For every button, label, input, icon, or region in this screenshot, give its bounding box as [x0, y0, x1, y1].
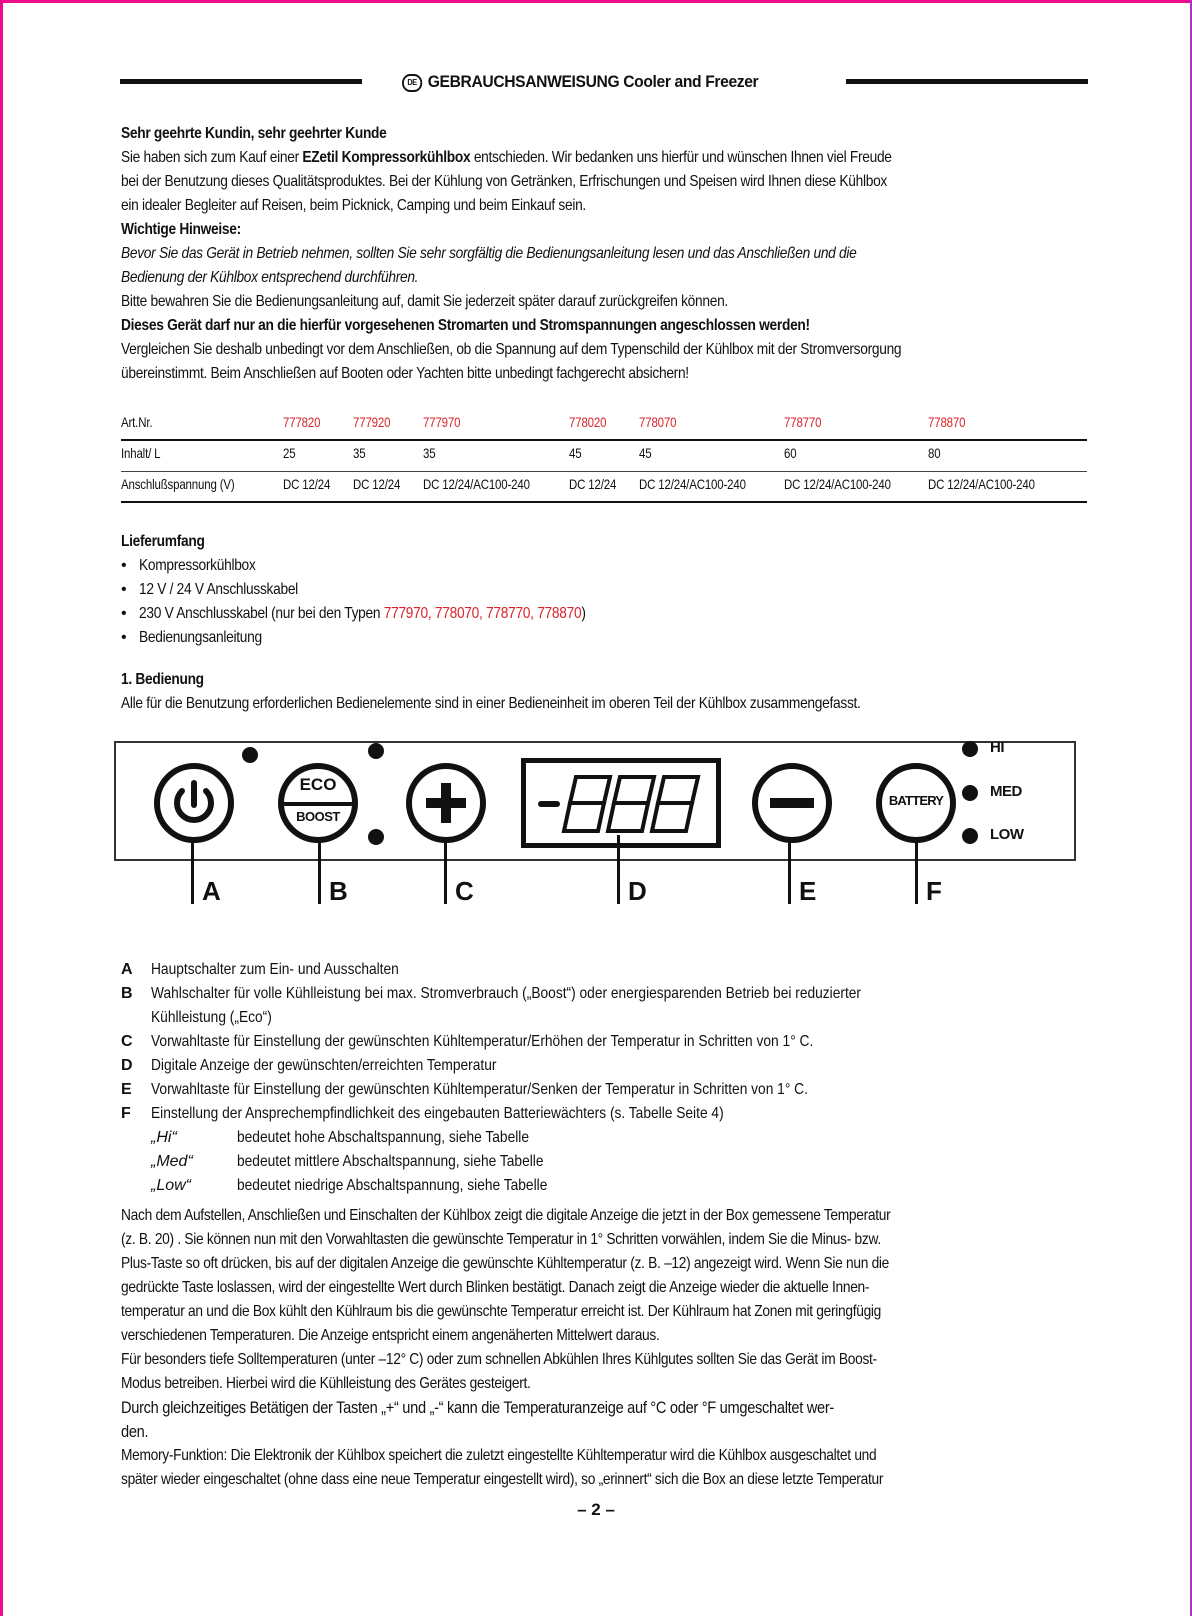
unit-switch-line-1: Durch gleichzeitiges Betätigen der Tasten „+“ und „-“ kann die Temperaturanzeige auf °C oder °F umgeschaltet wer- [121, 1398, 834, 1417]
legend-item: F Einstellung der Ansprechempfindlichkeit des eingebauten Batteriewächters (s. Tabelle Seite 4) [121, 1105, 724, 1122]
control-panel-diagram [114, 741, 1076, 861]
battery-hi-led [962, 741, 978, 757]
callout-leader-e [788, 838, 791, 904]
legend-level-med: „Med“ bedeutet mittlere Abschaltspannung, siehe Tabelle [151, 1153, 544, 1170]
body-line: (z. B. 20) . Sie können nun mit den Vorwahltasten die gewünschte Temperatur in 1° Schritten vorwählen, indem Sie die Minus- bzw. [121, 1231, 881, 1248]
eco-boost-button: ECO BOOST [278, 763, 358, 843]
legend-item: A Hauptschalter zum Ein- und Ausschalten [121, 961, 399, 978]
unit-switch-line-2: den. [121, 1422, 149, 1441]
body-line: Für besonders tiefe Solltemperaturen (unter –12° C) oder zum schnellen Abkühlen Ihres Kühlgutes sollten Sie das Gerät im Boost- [121, 1351, 877, 1368]
callout-leader-f [915, 838, 918, 904]
spec-row-volume: Inhalt/ L 25 35 35 45 45 60 80 [121, 441, 1087, 472]
body-line: Plus-Taste so oft drücken, bis auf der digitalen Anzeige die gewünschte Kühltemperatur (z. B. –12) angezeigt wird. Wenn Sie nun die [121, 1255, 890, 1272]
power-led [242, 747, 258, 763]
page-frame-top [0, 0, 1192, 3]
delivery-heading: Lieferumfang [121, 533, 205, 550]
battery-low-label: LOW [990, 826, 1024, 843]
spec-row-voltage: Anschlußspannung (V) DC 12/24 DC 12/24 DC 12/24/AC100-240 DC 12/24 DC 12/24/AC100-240 DC 12/24/AC100-240 DC 12/24/AC100-240 [121, 472, 1087, 503]
callout-c: C [455, 876, 474, 906]
body-line: gedrückte Taste loslassen, wird der eingestellte Wert durch Blinken bestätigt. Danach zeigt die Anzeige wieder die aktuelle Innen- [121, 1279, 870, 1296]
body-line: Nach dem Aufstellen, Anschließen und Einschalten der Kühlbox zeigt die digitale Anzeige die jetzt in der Box gemessene Temperatur [121, 1207, 891, 1224]
legend-level-low: „Low“ bedeutet niedrige Abschaltspannung, siehe Tabelle [151, 1177, 548, 1194]
salutation: Sehr geehrte Kundin, sehr geehrter Kunde [121, 125, 387, 142]
legend-item-cont: Kühlleistung („Eco“) [151, 1009, 272, 1026]
power-icon [160, 769, 228, 837]
memory-line-2: später wieder eingeschaltet (ohne dass eine neue Temperatur eingestellt wird), so „erinnert“ sich die Box an diese letzte Temperatur [121, 1471, 884, 1488]
callout-leader-c [444, 838, 447, 904]
battery-low-led [962, 828, 978, 844]
language-badge-icon: DE [402, 74, 422, 92]
operation-section [121, 668, 1087, 716]
eco-led [368, 743, 384, 759]
legend-item: C Vorwahltaste für Einstellung der gewünschten Kühltemperatur/Erhöhen der Temperatur in Schritten von 1° C. [121, 1033, 814, 1050]
notes-italic-2: Bedienung der Kühlbox entsprechend durchführen. [121, 269, 419, 286]
delivery-item: • 12 V / 24 V Anschlusskabel [121, 578, 1087, 602]
spec-table [121, 410, 1087, 503]
legend-item: E Vorwahltaste für Einstellung der gewünschten Kühltemperatur/Senken der Temperatur in Schritten von 1° C. [121, 1081, 808, 1098]
legend-level-hi: „Hi“ bedeutet hohe Abschaltspannung, siehe Tabelle [151, 1129, 530, 1146]
callout-b: B [329, 876, 348, 906]
body-line: temperatur an und die Box kühlt den Kühlraum bis die gewünschte Temperatur erreicht ist. Der Kühlraum hat Zonen mit geringfügig [121, 1303, 882, 1320]
body-line: verschiedenen Temperaturen. Die Anzeige entspricht einem angenäherten Mittelwert daraus. [121, 1327, 660, 1344]
header-rule-left [120, 79, 362, 84]
callout-d: D [628, 876, 647, 906]
keep-manual-note: Bitte bewahren Sie die Bedienungsanleitung auf, damit Sie jederzeit später darauf zurückgreifen können. [121, 293, 728, 310]
operation-body [121, 1204, 1087, 1492]
compare-line-2: übereinstimmt. Beim Anschließen auf Booten oder Yachten bitte unbedingt fachgerecht absichern! [121, 365, 689, 382]
battery-hi-label: HI [990, 739, 1004, 756]
operation-intro: Alle für die Benutzung erforderlichen Bedienelemente sind in einer Bedieneinheit im oberen Teil der Kühlbox zusammengefasst. [121, 695, 861, 712]
brand-name: EZetil Kompressorkühlbox [302, 149, 471, 166]
page-number: – 2 – [577, 1500, 615, 1519]
intro-line-3: ein idealer Begleiter auf Reisen, beim Picknick, Camping und beim Einkauf sein. [121, 197, 586, 214]
temperature-display [521, 758, 721, 848]
plus-icon [412, 769, 480, 837]
operation-heading: 1. Bedienung [121, 671, 204, 688]
delivery-type-numbers: 777970, 778070, 778770, 778870 [383, 605, 582, 622]
seven-segment-display [526, 763, 716, 843]
delivery-item: • 230 V Anschlusskabel (nur bei den Typen 777970, 778070, 778770, 778870) [121, 602, 1087, 626]
delivery-section [121, 530, 1087, 650]
legend-item: B Wahlschalter für volle Kühlleistung bei max. Stromverbrauch („Boost“) oder energiesparenden Betrieb bei reduzierter [121, 985, 862, 1002]
callout-e: E [799, 876, 817, 906]
page-header [120, 72, 1088, 96]
memory-line-1: Memory-Funktion: Die Elektronik der Kühlbox speichert die zuletzt eingestellte Kühltemperatur wird die Kühlbox ausgeschaltet und [121, 1447, 877, 1464]
callout-a: A [202, 876, 221, 906]
page-title: DE GEBRAUCHSANWEISUNG Cooler and Freezer [402, 72, 758, 92]
callout-leader-a [191, 838, 194, 904]
intro-line-1: Sie haben sich zum Kauf einer EZetil Kompressorkühlbox entschieden. Wir bedanken uns hierfür und wünschen Ihnen viel Freude [121, 149, 892, 166]
notes-heading: Wichtige Hinweise: [121, 221, 241, 238]
page-frame-left [0, 0, 3, 1616]
notes-italic-1: Bevor Sie das Gerät in Betrieb nehmen, sollten Sie sehr sorgfältig die Bedienungsanleitung lesen und das Anschließen und die [121, 245, 857, 262]
battery-med-led [962, 785, 978, 801]
callout-leader-b [318, 838, 321, 904]
minus-icon [758, 769, 826, 837]
minus-button [752, 763, 832, 843]
compare-line-1: Vergleichen Sie deshalb unbedingt vor dem Anschließen, ob die Spannung auf dem Typenschild der Kühlbox mit der Stromversorgung [121, 341, 902, 358]
eco-boost-divider [284, 802, 352, 806]
legend-item: D Digitale Anzeige der gewünschten/erreichten Temperatur [121, 1057, 497, 1074]
control-legend [121, 958, 1087, 1198]
header-rule-right [846, 79, 1088, 84]
callout-f: F [926, 876, 942, 906]
power-warning: Dieses Gerät darf nur an die hierfür vorgesehenen Stromarten und Stromspannungen angeschlossen werden! [121, 317, 810, 334]
boost-led [368, 829, 384, 845]
delivery-item: • Bedienungsanleitung [121, 626, 1087, 650]
intro-line-2: bei der Benutzung dieses Qualitätsproduktes. Bei der Kühlung von Getränken, Erfrischungen und Speisen wird Ihnen diese Kühlbox [121, 173, 888, 190]
delivery-item: • Kompressorkühlbox [121, 554, 1087, 578]
body-line: Modus betreiben. Hierbei wird die Kühlleistung des Gerätes gesteigert. [121, 1375, 531, 1392]
battery-button: BATTERY [876, 763, 956, 843]
battery-med-label: MED [990, 783, 1022, 800]
plus-button [406, 763, 486, 843]
spec-row-art-nr: Art.Nr. 777820 777920 777970 778020 778070 778770 778870 [121, 410, 1087, 441]
callout-leader-d [617, 835, 620, 904]
intro-section [121, 122, 1087, 386]
power-button [154, 763, 234, 843]
